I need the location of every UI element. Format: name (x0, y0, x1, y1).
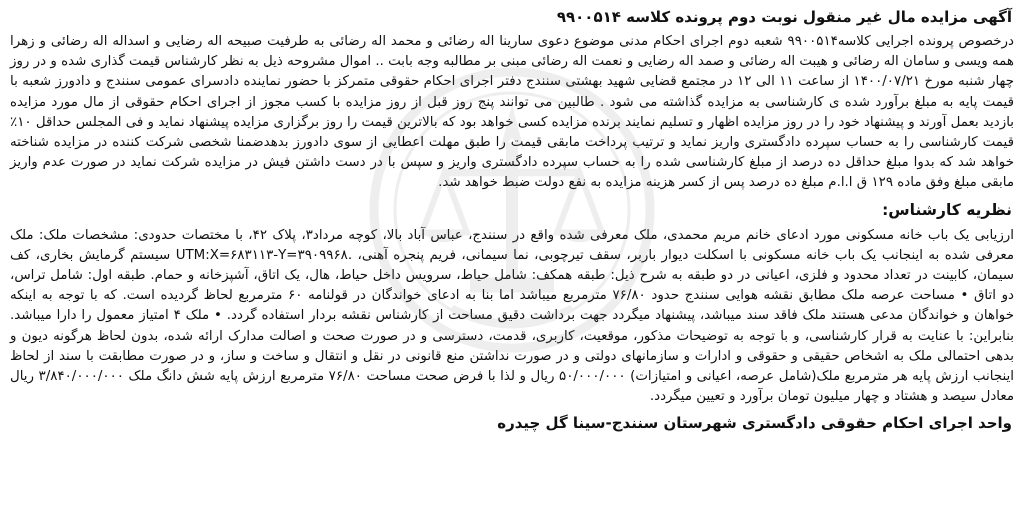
notice-title: آگهی مزایده مال غیر منقول نوبت دوم پرونده کلاسه ۹۹۰۰۵۱۴ (556, 8, 1012, 26)
issuer-signature-line: واحد اجرای احکام حقوقی دادگستری شهرستان سنندج-سینا گل چیدره (497, 414, 1012, 433)
expert-opinion-paragraph: ارزیابی یک باب خانه مسکونی مورد ادعای خانم مریم محمدی، ملک معرفی شده واقع در سنندج، عباس آباد بالا، کوچه مرداد۳، پلاک ۴۲، با مختصات حدودی: مشخصات ملک: ملک معرفی شده به اینجانب یک باب خانه مسکونی با اسکلت دیوار باربر، سقف تیرچوبی، نما سیمانی، فریم پنجره آهنی، .UTM:X=۶۸۳۱۱۳-Y=۳۹۰۹۹۶۸ سیستم گرمایش بخاری، کف سیمان، کابینت در تعداد محدود و فلزی، اعیانی در دو طبقه به شرح ذیل: طبقه همکف: شامل حیاط، سرویس داخل حیاط، هال، یک اتاق، آشپزخانه و حمام. طبقه اول: شامل تراس، دو اتاق • مساحت عرصه ملک مطابق نقشه هوایی سنندج حدود ۷۶/۸۰ مترمربع میباشد اما بنا به ادعای خواندگان در قولنامه ۶۰ مترمربع لحاظ گردیده است. که با توجه به اینکه خواهان و خواندگان مدعی هستند ملک فاقد سند میباشد، پیشنهاد میگردد جهت برداشت دقیق مساحت از کارشناس نقشه بردار استفاده گردد. • ملک ۴ امتیاز معمول را دارا میباشد. بنابراین: با عنایت به قرار کارشناسی، و با توجه به توضیحات مذکور، موقعیت، کاربری، قدمت، دسترسی و در صورت صحت و اصالت مدارک ارائه شده، بدون لحاظ هرگونه دیون و بدهی احتمالی ملک به اشخاص حقیقی و حقوقی و ادارات و سازمانهای دولتی و در صورت نداشتن منع قانونی در نقل و انتقال و ساخت و ساز، و در صورت مطابقت با سند از لحاظ اینجانب ارزش پایه هر مترمربع ملک(شامل عرصه، اعیانی و امتیازات) ۵۰/۰۰۰/۰۰۰ ریال و لذا با فرض صحت مساحت ۷۶/۸۰ مترمربع ارزش پایه شش دانگ ملک ۳/۸۴۰/۰۰۰/۰۰۰ ریال معادل سیصد و هشتاد و چهار میلیون تومان برآورد و تعیین میگردد. (10, 227, 1015, 405)
auction-terms-paragraph: درخصوص پرونده اجرایی کلاسه۹۹۰۰۵۱۴ شعبه دوم اجرای احکام مدنی موضوع دعوی سارینا اله رضائی و محمد اله رضائی به طرفیت صبیحه اله رضایی و اسداله اله رضائی و زهرا همه ویسی و سامان اله رضائی و هیبت اله رضائی و صمد اله رضایی و نعمت اله رضائی مبنی بر مطالبه وجه بابت .. اموال مشروحه ذیل به نظر کارشناس قیمت گذاری شده و در روز چهار شنبه مورخ ۱۴۰۰/۰۷/۲۱ از ساعت ۱۱ الی ۱۲ در مجتمع قضایی شهید بهشتی سنندج دفتر اجرای احکام حقوقی متمرکز با حضور نماینده دادسرای عمومی سنندج و دادورز شعبه با قیمت پایه به مبلغ برآورد شده ی کارشناسی به مزایده گذاشته می شود . طالبین می توانند پنج روز قبل از روز مزایده با کسب مجوز از اجرای احکام حقوقی از مال مورد مزایده بازدید بعمل آورند و پیشنهاد خود را در روز مزایده اظهار و تسلیم نمایند برنده مزایده کسی خواهد بود که بالاترین قیمت را روز برگزاری مزایده پیشنهاد نماید و فی المجلس حداقل ۱۰٪ قیمت کارشناسی را به حساب سپرده دادگستری واریز نماید و ترتیب پرداخت مابقی قیمت را طبق مهلت اعطایی از سوی دادورز بدهدضمنا شخصی شرکت کننده در مزایده شناخته خواهد شد که بدوا مبلغ حداقل ده درصد از مبلغ کارشناسی شده را به حساب سپرده دادگستری واریز و سپس با در دست داشتن فیش در مزایده شرکت نماید در صورت عدم واریز مابقی مبلغ وفق ماده ۱۲۹ ق ا.ا.م مبلغ ده درصد پس از کسر هزینه مزایده به نفع دولت ضبط خواهد شد. (10, 34, 1015, 191)
expert-opinion-heading: نظریه کارشناس: (882, 200, 1012, 219)
